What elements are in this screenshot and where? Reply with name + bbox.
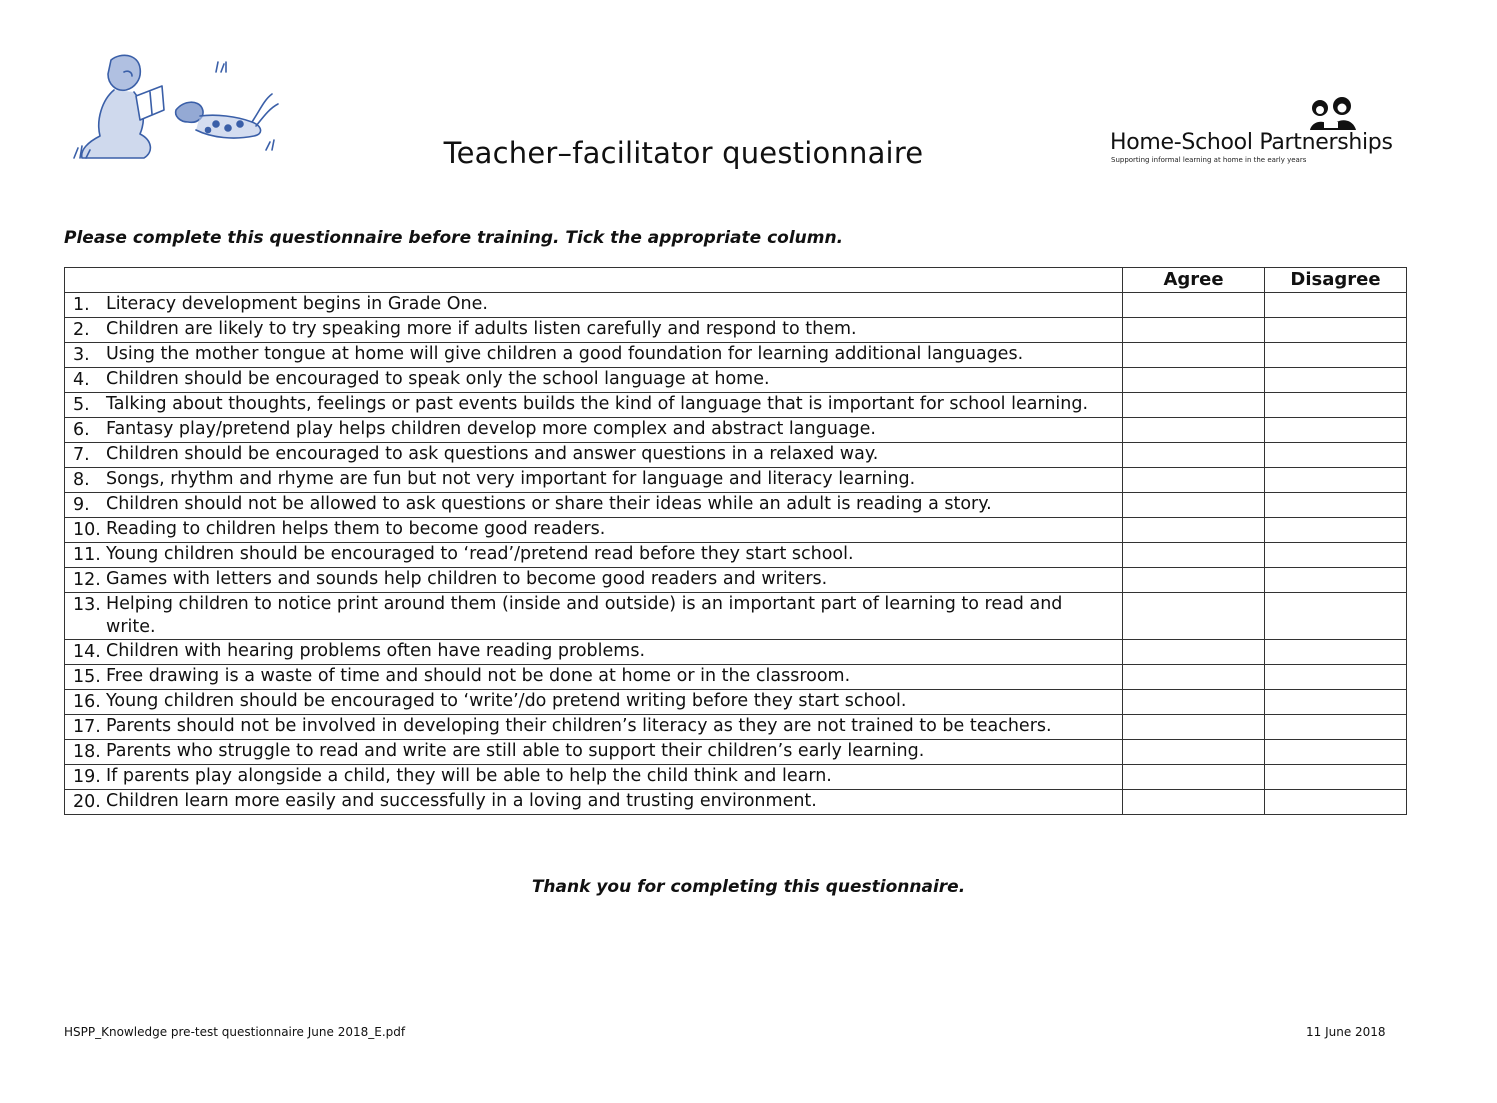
agree-tick-cell[interactable] [1123, 690, 1265, 715]
table-row [65, 368, 1407, 393]
statement-text: Parents who struggle to read and write are still able to support their children’s early learning. [106, 741, 925, 761]
statement-number: 9. [73, 495, 90, 515]
statement-cell [65, 790, 1123, 815]
disagree-tick-cell[interactable] [1265, 568, 1407, 593]
disagree-tick-cell[interactable] [1265, 443, 1407, 468]
statement-number: 17. [73, 717, 101, 737]
statement-text: Reading to children helps them to become good readers. [106, 519, 606, 539]
statement-number: 7. [73, 445, 90, 465]
table-row [65, 393, 1407, 418]
children-reading-icon [1306, 96, 1362, 132]
disagree-tick-cell[interactable] [1265, 740, 1407, 765]
brand-tagline: Supporting informal learning at home in the early years [1111, 156, 1307, 164]
table-row [65, 443, 1407, 468]
disagree-tick-cell[interactable] [1265, 640, 1407, 665]
disagree-tick-cell[interactable] [1265, 418, 1407, 443]
agree-tick-cell[interactable] [1123, 740, 1265, 765]
disagree-tick-cell[interactable] [1265, 543, 1407, 568]
disagree-tick-cell[interactable] [1265, 518, 1407, 543]
statement-text: Using the mother tongue at home will give children a good foundation for learning additional languages. [106, 344, 1024, 364]
table-row [65, 568, 1407, 593]
statement-text: Fantasy play/pretend play helps children develop more complex and abstract language. [106, 419, 876, 439]
statement-cell [65, 593, 1123, 640]
disagree-tick-cell[interactable] [1265, 368, 1407, 393]
agree-tick-cell[interactable] [1123, 543, 1265, 568]
agree-tick-cell[interactable] [1123, 715, 1265, 740]
statement-text: Games with letters and sounds help children to become good readers and writers. [106, 569, 828, 589]
table-row [65, 640, 1407, 665]
statement-cell [65, 393, 1123, 418]
statement-text: Children with hearing problems often have reading problems. [106, 641, 646, 661]
agree-tick-cell[interactable] [1123, 493, 1265, 518]
statement-number: 6. [73, 420, 90, 440]
statement-number: 18. [73, 742, 101, 762]
statement-text: Helping children to notice print around them (inside and outside) is an important part of learning to read and write. [106, 594, 1063, 637]
statement-cell [65, 765, 1123, 790]
statement-column-header [65, 268, 1123, 293]
table-header-row [65, 268, 1407, 293]
agree-tick-cell[interactable] [1123, 318, 1265, 343]
table-row [65, 468, 1407, 493]
statement-text: Parents should not be involved in developing their children’s literacy as they are not trained to be teachers. [106, 716, 1052, 736]
statement-cell [65, 368, 1123, 393]
statement-cell [65, 343, 1123, 368]
statement-number: 1. [73, 295, 90, 315]
statement-text: Children should not be allowed to ask questions or share their ideas while an adult is reading a story. [106, 494, 992, 514]
table-row [65, 343, 1407, 368]
agree-tick-cell[interactable] [1123, 790, 1265, 815]
agree-tick-cell[interactable] [1123, 765, 1265, 790]
statement-text: Children should be encouraged to ask questions and answer questions in a relaxed way. [106, 444, 879, 464]
statement-text: Free drawing is a waste of time and should not be done at home or in the classroom. [106, 666, 851, 686]
disagree-tick-cell[interactable] [1265, 593, 1407, 640]
statement-number: 19. [73, 767, 101, 787]
table-row [65, 690, 1407, 715]
table-row [65, 665, 1407, 690]
statement-number: 2. [73, 320, 90, 340]
page-title: Teacher–facilitator questionnaire [443, 136, 924, 170]
statement-cell [65, 690, 1123, 715]
disagree-column-header: Disagree [1265, 268, 1407, 293]
table-row [65, 293, 1407, 318]
disagree-tick-cell[interactable] [1265, 765, 1407, 790]
brand-logo [1108, 96, 1408, 171]
agree-tick-cell[interactable] [1123, 418, 1265, 443]
thank-you-text: Thank you for completing this questionnaire. [531, 877, 966, 897]
statement-cell [65, 443, 1123, 468]
disagree-tick-cell[interactable] [1265, 665, 1407, 690]
statement-text: Children are likely to try speaking more if adults listen carefully and respond to them. [106, 319, 857, 339]
statement-number: 15. [73, 667, 101, 687]
statement-cell [65, 543, 1123, 568]
footer-date: 11 June 2018 [1306, 1025, 1386, 1039]
statement-cell [65, 518, 1123, 543]
table-row [65, 493, 1407, 518]
agree-tick-cell[interactable] [1123, 640, 1265, 665]
agree-tick-cell[interactable] [1123, 468, 1265, 493]
table-row [65, 715, 1407, 740]
statement-text: Talking about thoughts, feelings or past events builds the kind of language that is important for school learning. [106, 394, 1089, 414]
disagree-tick-cell[interactable] [1265, 293, 1407, 318]
statement-text: Children learn more easily and successfully in a loving and trusting environment. [106, 791, 817, 811]
statement-cell [65, 740, 1123, 765]
footer-filename: HSPP_Knowledge pre-test questionnaire June 2018_E.pdf [64, 1025, 406, 1039]
statement-text: If parents play alongside a child, they will be able to help the child think and learn. [106, 766, 832, 786]
statement-number: 14. [73, 642, 101, 662]
table-row [65, 543, 1407, 568]
disagree-tick-cell[interactable] [1265, 690, 1407, 715]
statement-text: Children should be encouraged to speak only the school language at home. [106, 369, 770, 389]
statement-number: 5. [73, 395, 90, 415]
table-row [65, 790, 1407, 815]
statement-cell [65, 568, 1123, 593]
disagree-tick-cell[interactable] [1265, 318, 1407, 343]
statement-text: Young children should be encouraged to ‘write’/do pretend writing before they start school. [106, 691, 907, 711]
statement-number: 11. [73, 545, 101, 565]
agree-tick-cell[interactable] [1123, 568, 1265, 593]
statement-number: 16. [73, 692, 101, 712]
statement-text: Songs, rhythm and rhyme are fun but not very important for language and literacy learning. [106, 469, 916, 489]
statement-cell [65, 665, 1123, 690]
agree-tick-cell[interactable] [1123, 343, 1265, 368]
statement-cell [65, 318, 1123, 343]
agree-tick-cell[interactable] [1123, 368, 1265, 393]
table-row [65, 518, 1407, 543]
disagree-tick-cell[interactable] [1265, 715, 1407, 740]
statement-number: 13. [73, 595, 101, 615]
statement-cell [65, 493, 1123, 518]
agree-tick-cell[interactable] [1123, 293, 1265, 318]
table-row [65, 593, 1407, 640]
disagree-tick-cell[interactable] [1265, 393, 1407, 418]
statement-number: 10. [73, 520, 101, 540]
statement-number: 8. [73, 470, 90, 490]
disagree-tick-cell[interactable] [1265, 343, 1407, 368]
statement-cell [65, 293, 1123, 318]
instruction-text: Please complete this questionnaire before training. Tick the appropriate column. [64, 228, 844, 248]
agree-tick-cell[interactable] [1123, 593, 1265, 640]
statement-number: 12. [73, 570, 101, 590]
agree-tick-cell[interactable] [1123, 518, 1265, 543]
table-row [65, 740, 1407, 765]
agree-column-header: Agree [1123, 268, 1265, 293]
questionnaire-body [65, 293, 1407, 815]
questionnaire-table [64, 267, 1407, 815]
statement-text: Literacy development begins in Grade One. [106, 294, 488, 314]
statement-number: 20. [73, 792, 101, 812]
statement-cell [65, 640, 1123, 665]
table-row [65, 765, 1407, 790]
statement-cell [65, 715, 1123, 740]
table-row [65, 318, 1407, 343]
table-row [65, 418, 1407, 443]
statement-cell [65, 468, 1123, 493]
statement-cell [65, 418, 1123, 443]
disagree-tick-cell[interactable] [1265, 468, 1407, 493]
brand-name: Home-School Partnerships [1110, 130, 1393, 155]
statement-text: Young children should be encouraged to ‘read’/pretend read before they start school. [106, 544, 854, 564]
agree-tick-cell[interactable] [1123, 393, 1265, 418]
agree-tick-cell[interactable] [1123, 665, 1265, 690]
statement-number: 3. [73, 345, 90, 365]
disagree-tick-cell[interactable] [1265, 493, 1407, 518]
statement-number: 4. [73, 370, 90, 390]
agree-tick-cell[interactable] [1123, 443, 1265, 468]
disagree-tick-cell[interactable] [1265, 790, 1407, 815]
